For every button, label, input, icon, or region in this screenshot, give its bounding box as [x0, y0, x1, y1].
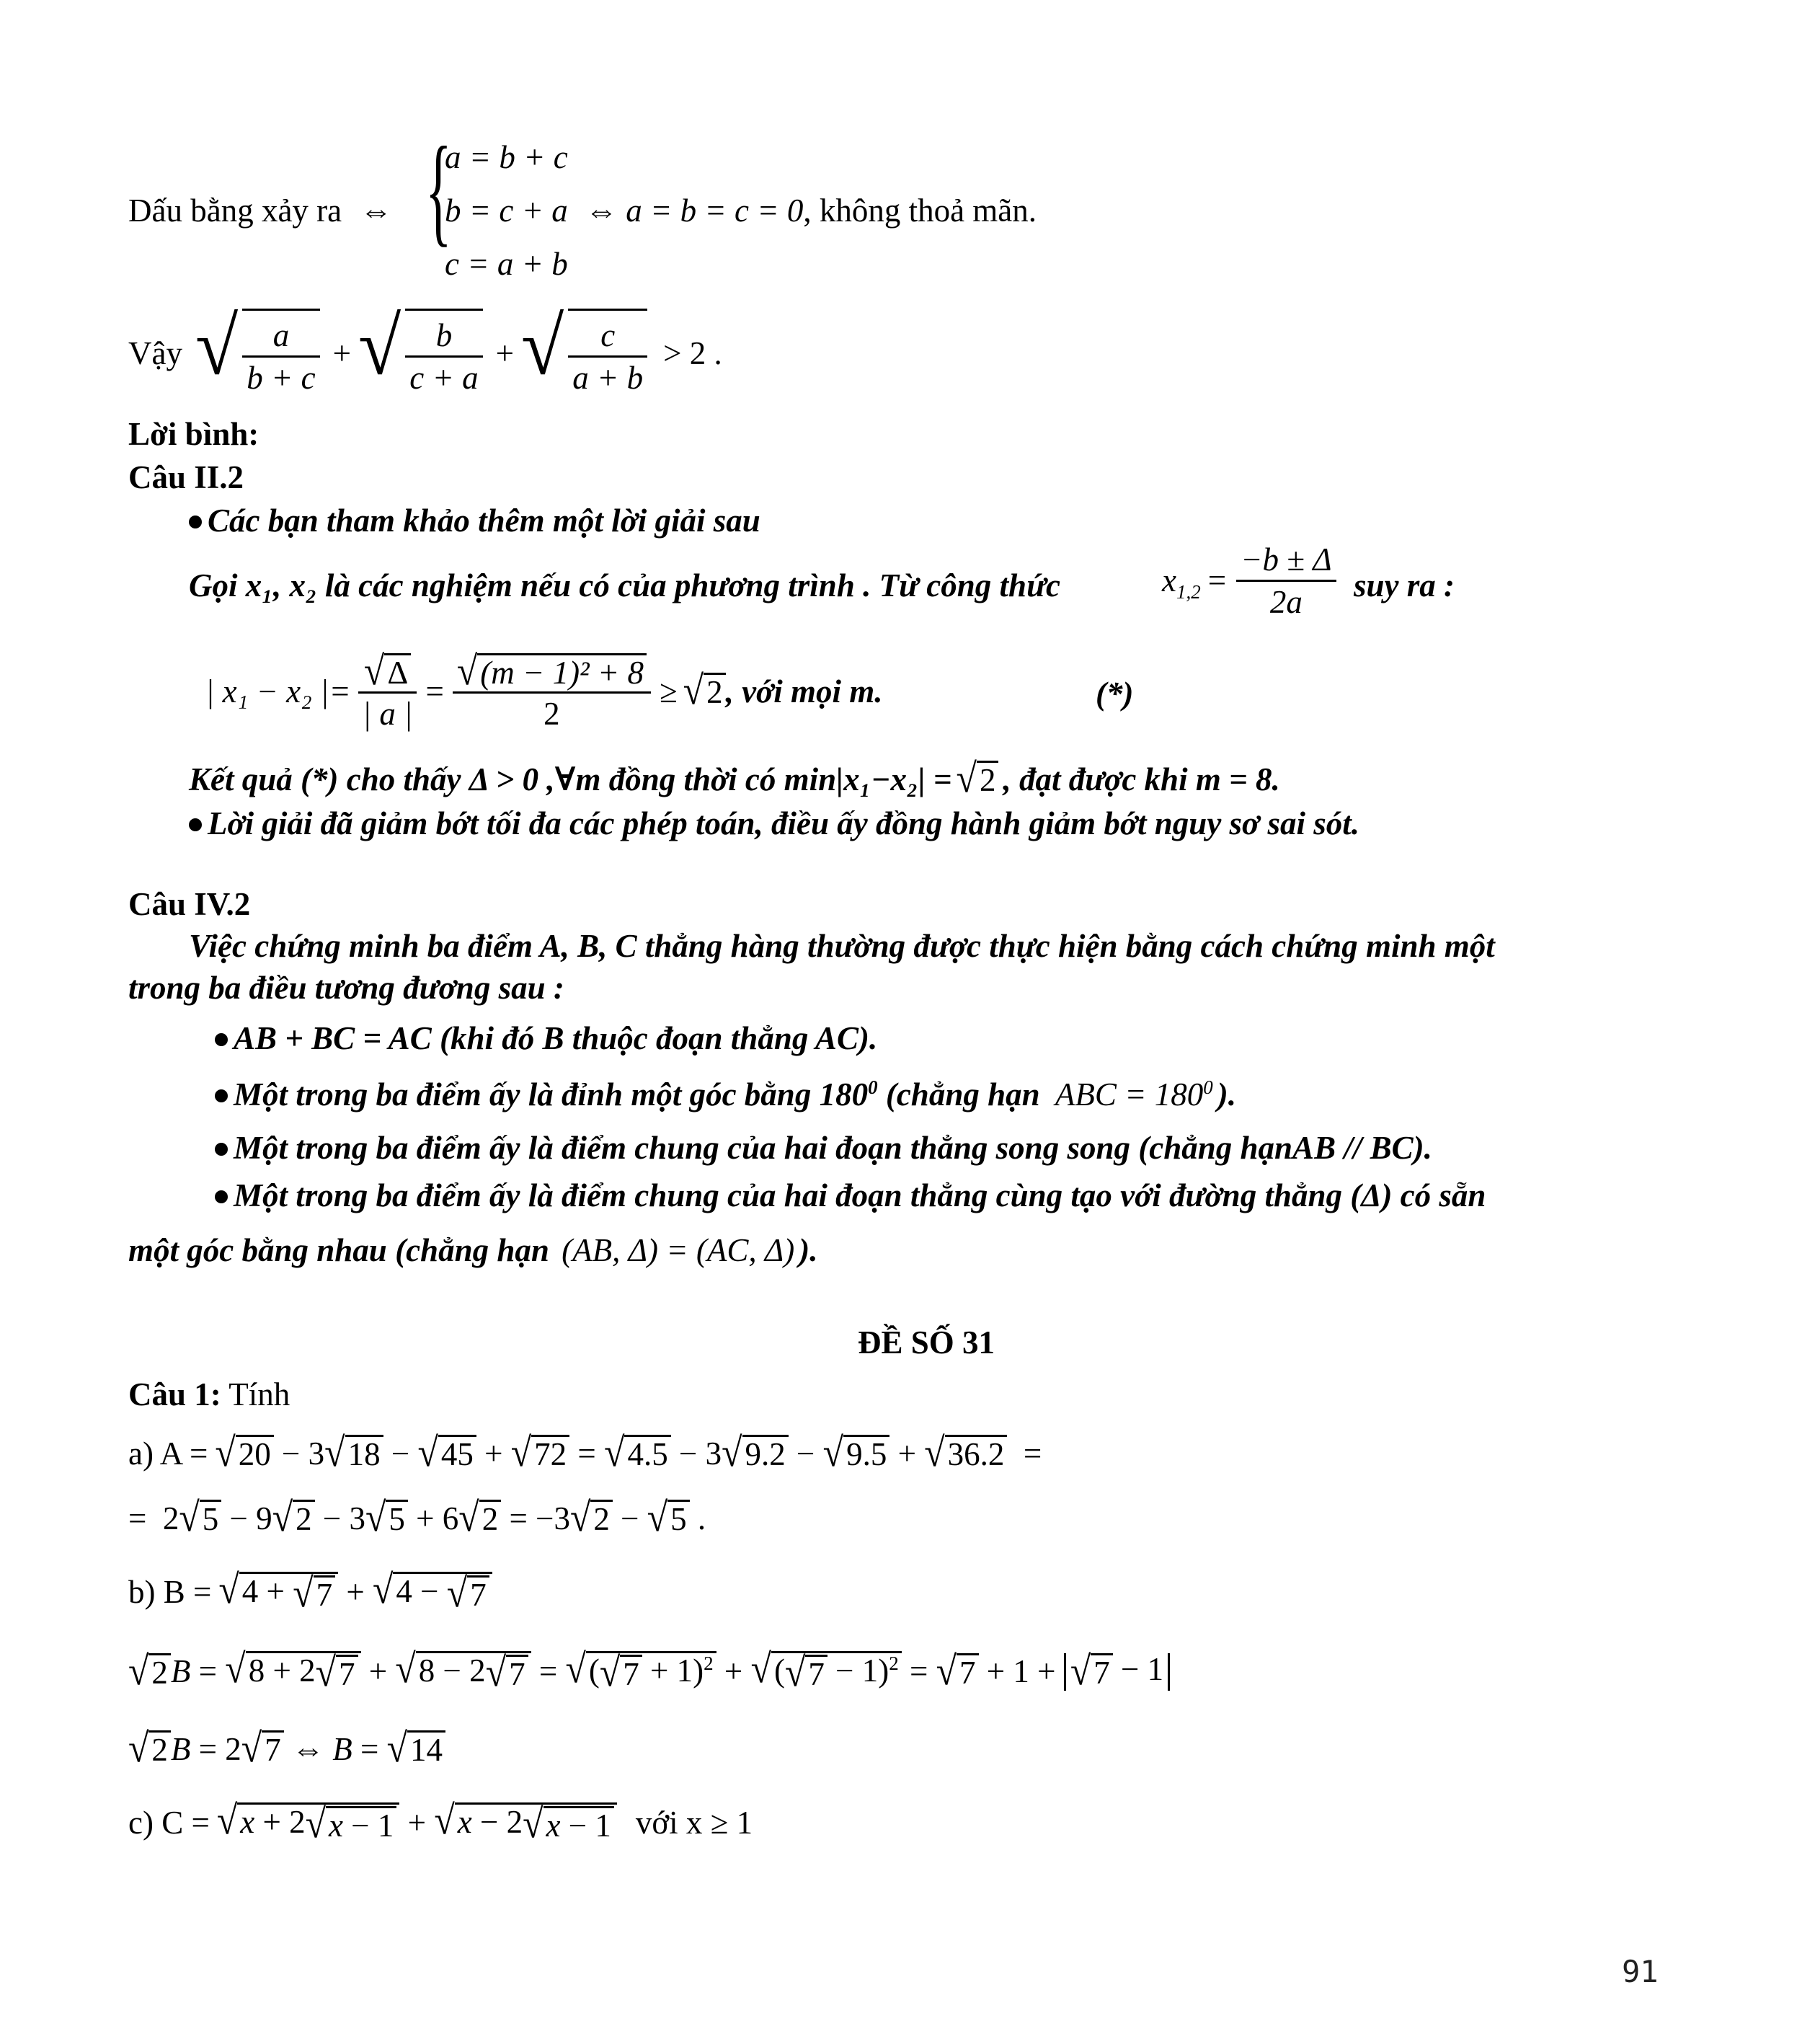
geq-symbol: ≥ — [659, 673, 678, 709]
system-eq-1: a = b + c — [445, 139, 568, 175]
iv2-b3-text: Một trong ba điểm ấy là điểm chung của hai đoạn thẳng song song (chẳng hạnAB // BC). — [234, 1130, 1432, 1166]
cau-iv2-heading: Câu IV.2 — [128, 886, 251, 922]
iv2-b4-text-1: Một trong ba điểm ấy là điểm chung của hai đoạn thẳng cùng tạo với đường thẳng (Δ) có sẵn — [234, 1177, 1486, 1213]
system-brace: { — [425, 122, 452, 257]
conclusion-line: Vậy √ $\frac{a}{b + c}$ + √ $\frac{b}{c + a}$ + √ $\frac{c}{a + b}$ > 2 . — [128, 309, 722, 399]
cau-ii2-bullet-2 — [189, 805, 1359, 841]
ketqua-tail: , đạt được khi m = 8. — [1003, 761, 1280, 797]
bullet-icon — [215, 1190, 228, 1203]
iff-symbol: ⇔ — [360, 193, 393, 229]
bullet-icon — [215, 1033, 228, 1046]
abs-a: | a | — [358, 691, 417, 734]
ketqua-sqrt2: √ 2 — [957, 761, 999, 799]
tinh-label: Tính — [228, 1376, 290, 1412]
iv2-b4-text-2: một góc bằng nhau (chẳng hạn — [128, 1232, 549, 1268]
bullet-icon — [215, 1143, 228, 1156]
loi-binh-heading: Lời bình: — [128, 416, 259, 452]
part-b-label: b) B = — [128, 1574, 212, 1611]
part-a-line-1: a) A = √ 20 − 3 √ 18 − √ 45 + √ 72 = √ 4.5 − 3 √ 9.2 − √ 9.5 + √ 36.2 = — [128, 1430, 1042, 1476]
x12-fraction — [1236, 539, 1336, 623]
x12-den: 2a — [1236, 580, 1336, 622]
system-eq-3: c = a + b — [445, 246, 568, 282]
system-eq-2: b = c + a — [445, 193, 568, 229]
abs-diff-expr: | x₁ − x₂ |= — [205, 673, 351, 709]
bullet-icon — [189, 818, 202, 831]
sqrt-b-over-ca: √ $\frac{b}{c + a}$ — [358, 309, 489, 399]
frac2-num: b — [435, 317, 453, 353]
iv2-b4-tail: ). — [799, 1232, 818, 1268]
conclusion-tail: > 2 . — [663, 335, 722, 371]
part-c-condition: với x ≥ 1 — [635, 1805, 753, 1841]
equality-prefix: Dấu bằng xảy ra — [128, 193, 342, 229]
conclusion-prefix: Vậy — [128, 335, 182, 371]
cau-iv2-bullet-3 — [215, 1132, 1432, 1164]
page-number: 91 — [1622, 1954, 1659, 1989]
cau-iv2-bullet-4-cont — [128, 1234, 818, 1267]
bullet-icon — [215, 1089, 228, 1102]
x12-num: −b ± Δ — [1241, 541, 1332, 578]
equality-condition-line — [128, 195, 392, 227]
part-c-label: c) C = — [128, 1805, 210, 1841]
iv2-b2-mid: (chẳng hạn — [877, 1076, 1048, 1112]
part-a-label: a) A = — [128, 1435, 208, 1472]
ketqua-line — [189, 756, 1280, 802]
sqrt-c-over-ab: √ $\frac{c}{a + b}$ — [521, 309, 653, 399]
suy-ra: suy ra : — [1354, 567, 1455, 603]
cau-ii2-bullet-1 — [189, 505, 760, 537]
sqrt-delta-over-a: √ Δ | a | — [358, 649, 417, 734]
part-b-line-1: b) B = √ 4 + √ 7 + √ 4 − √ 7 — [128, 1572, 492, 1614]
part-b-line-2: √ 2 B = √ 8 + 2 √ 7 + √ 8 − 2 √ 7 = √ ( √ 7 + 1)$^2$ + √ ( √ 7 − 1)$^2$ = √ 7 + 1 + √ 7 − 1 — [128, 1651, 1170, 1693]
frac1-den: b + c — [242, 355, 319, 398]
cau-ii2-heading: Câu II.2 — [128, 459, 244, 495]
system-result-suffix: , không thoả mãn. — [803, 193, 1037, 229]
bullet-1-text: Các bạn tham khảo thêm một lời giải sau — [208, 503, 760, 539]
ketqua-text: Kết quả (*) cho thấy Δ > 0 ,∀m đồng thời có min|x₁−x₂| = — [189, 761, 952, 797]
cau-iv2-bullet-1 — [215, 1022, 877, 1055]
x12-var: $x_{1,2}$ — [1162, 562, 1201, 603]
frac2-den: c + a — [405, 355, 482, 398]
x12-subscript: 1,2 — [1176, 581, 1201, 603]
cau-1-line — [128, 1376, 290, 1412]
sqrt-m-den: 2 — [453, 691, 651, 734]
frac3-num: c — [600, 317, 616, 353]
part-c-line: c) C = √ x + 2 √ x − 1 + √ x − 2 √ x − 1 với x ≥ 1 — [128, 1797, 753, 1848]
cau-iv2-bullet-2: Một trong ba điểm ấy là đỉnh một góc bằng $180^0$ (chẳng hạn ABC = $180^0$ ). — [215, 1079, 1236, 1111]
frac1-num: a — [272, 317, 290, 353]
goi-line: Gọi x₁, x₂ là các nghiệm nếu có của phương trình . Từ công thức — [189, 567, 1061, 603]
sqrt-m-num: (m − 1)² + 8 — [477, 653, 647, 691]
bullet-icon — [189, 516, 202, 528]
cau-1-label: Câu 1: — [128, 1376, 221, 1412]
iv2-b4-math: (AB, Δ) = (AC, Δ) — [562, 1232, 795, 1268]
voi-moi-m: , với mọi m. — [725, 673, 883, 709]
iv2-b2-pre: Một trong ba điểm ấy là đỉnh một góc bằng 180 — [234, 1076, 869, 1112]
cau-iv2-intro-1: Việc chứng minh ba điểm A, B, C thẳng hàng thường được thực hiện bằng cách chứng minh một — [189, 928, 1495, 964]
part-a-line-2: = 2 √ 5 − 9 √ 2 − 3 √ 5 + 6 √ 2 = −3 √ 2 − √ 5 . — [128, 1495, 706, 1541]
star-marker: (*) — [1096, 676, 1134, 712]
iv2-b2-math: ABC = 180 — [1055, 1076, 1204, 1112]
bullet-2-text: Lời giải đã giảm bớt tối đa các phép toán, điều ấy đồng hành giảm bớt nguy sơ sai sót. — [208, 805, 1359, 841]
iv2-b2-degree: 0 — [868, 1076, 878, 1098]
abs-diff-line: | x₁ − x₂ |= √ Δ | a | = √ (m − 1)² + 8 2 ≥ √ 2 , với mọi m. — [205, 649, 882, 734]
iv2-b1-text: AB + BC = AC (khi đó B thuộc đoạn thẳng AC). — [234, 1020, 878, 1056]
system-result-math: ⇔ a = b = c = 0 — [585, 193, 804, 229]
cau-iv2-bullet-4 — [215, 1177, 1486, 1213]
sqrt-m-fraction: √ (m − 1)² + 8 2 — [453, 649, 651, 734]
sqrt-2: √ 2 — [683, 673, 726, 711]
sqrt-delta: Δ — [384, 653, 411, 691]
cau-iv2-intro-2: trong ba điều tương đương sau : — [128, 970, 564, 1006]
x12-formula: $x_{1,2}$ = $\frac{-b \pm \Delta}{2a}$ — [1162, 539, 1339, 623]
iv2-b2-tail: ). — [1217, 1076, 1237, 1112]
frac3-den: a + b — [568, 355, 647, 398]
system-result — [585, 195, 1037, 227]
de-so-title: ĐỀ SỐ 31 — [858, 1324, 995, 1361]
sqrt-a-over-bc: √ $\frac{a}{b + c}$ — [195, 309, 326, 399]
part-b-line-3: √ 2 B = 2 √ 7 ⇔ B = √ 14 — [128, 1730, 445, 1769]
